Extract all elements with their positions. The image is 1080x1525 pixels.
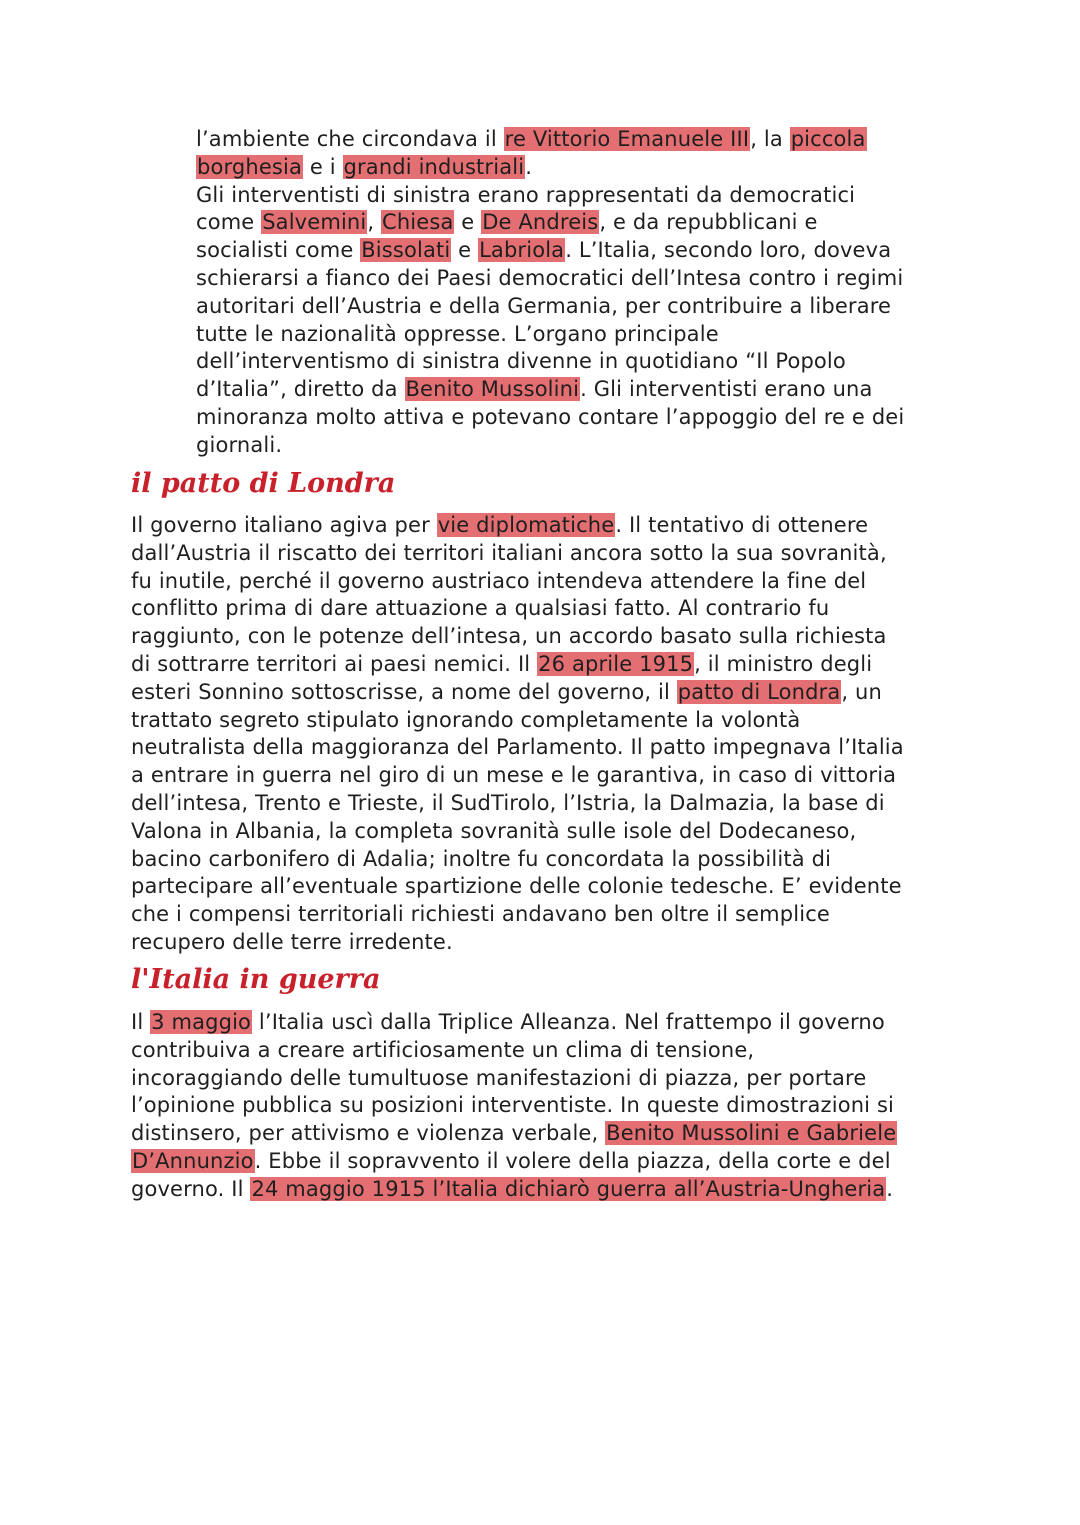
text-segment: Il governo italiano agiva per (131, 513, 437, 537)
text-segment: Gli interventisti di sinistra erano rappresentati da democratici (196, 182, 856, 207)
text-line (196, 209, 966, 237)
text-line (196, 348, 966, 376)
text-segment: l’Italia uscì dalla Triplice Alleanza. Nel frattempo il governo (252, 1010, 885, 1034)
text-segment: recupero delle terre irredente. (131, 929, 453, 954)
text-segment: come (196, 210, 262, 235)
text-line (131, 1092, 961, 1120)
text-segment: autoritari dell’Austria e della Germania, per contribuire a liberare (196, 293, 892, 318)
heading-italia-in-guerra: l'Italia in guerra (131, 964, 381, 995)
text-line (131, 1120, 961, 1148)
highlighted-text: piccola (790, 127, 866, 151)
text-line (196, 182, 966, 210)
text-segment: d’Italia”, diretto da (196, 377, 405, 402)
text-segment: contribuiva a creare artificiosamente un clima di tensione, (131, 1037, 755, 1062)
text-line (131, 707, 961, 735)
text-segment: . L’Italia, secondo loro, doveva (565, 238, 892, 263)
text-line (131, 651, 961, 679)
paragraph-patto-di-londra (131, 512, 961, 957)
highlighted-text: D’Annunzio (132, 1148, 254, 1173)
text-segment: l’ambiente che circondava il (196, 127, 504, 151)
text-segment: . Il tentativo di ottenere (615, 513, 869, 537)
text-segment: schierarsi a fianco dei Paesi democratici dell’Intesa contro i regimi (196, 265, 904, 290)
heading-patto-di-londra: il patto di Londra (131, 468, 396, 499)
text-line (131, 818, 961, 846)
highlighted-text: 24 maggio 1915 l’Italia dichiarò guerra all’Austria-Ungheria (251, 1176, 886, 1201)
text-segment: , e da repubblicani e (599, 210, 818, 235)
text-line (131, 623, 961, 651)
text-segment: e (454, 210, 482, 235)
text-segment: . Ebbe il sopravvento il volere della piazza, della corte e del (254, 1148, 891, 1173)
text-segment: giornali. (196, 432, 283, 457)
highlighted-text: 3 maggio (151, 1010, 252, 1034)
text-segment: . (886, 1176, 894, 1201)
paragraph-interventisti (196, 126, 966, 460)
text-line (131, 540, 961, 568)
highlighted-text: Chiesa (382, 210, 454, 235)
text-line (196, 154, 966, 182)
text-segment: . Gli interventisti erano una (580, 377, 873, 402)
text-line (131, 512, 961, 540)
text-segment: , (367, 210, 382, 235)
text-segment: fu inutile, perché il governo austriaco intendeva attendere la fine del (131, 568, 867, 593)
text-segment: e i (303, 154, 343, 179)
text-line (131, 1065, 961, 1093)
text-segment: , la (750, 127, 790, 151)
highlighted-text: borghesia (197, 154, 302, 179)
highlighted-text: Salvemini (262, 210, 367, 235)
text-line (131, 901, 961, 929)
text-line (196, 432, 966, 460)
text-segment: socialisti come (196, 238, 361, 263)
text-segment: che i compensi territoriali richiesti andavano ben oltre il semplice (131, 902, 830, 927)
text-line (131, 790, 961, 818)
highlighted-text: patto di Londra (677, 679, 841, 704)
text-segment: dell’intesa, Trento e Trieste, il SudTirolo, l’Istria, la Dalmazia, la base di (131, 790, 885, 815)
text-line (131, 1176, 961, 1204)
highlighted-text: Labriola (479, 238, 565, 263)
highlighted-text: Benito Mussolini e Gabriele (606, 1121, 897, 1146)
text-segment: trattato segreto stipulato ignorando completamente la volontà (131, 707, 801, 732)
text-segment: bacino carbonifero di Adalia; inoltre fu concordata la possibilità di (131, 846, 832, 871)
text-segment: Il (131, 1010, 151, 1034)
text-line (196, 126, 966, 154)
text-segment: di sottrarre territori ai paesi nemici. Il (131, 651, 538, 676)
text-segment: distinsero, per attivismo e violenza verbale, (131, 1121, 606, 1146)
text-segment: esteri Sonnino sottoscrisse, a nome del governo, il (131, 679, 677, 704)
text-line (131, 1009, 961, 1037)
text-segment: minoranza molto attiva e potevano contare l’appoggio del re e dei (196, 404, 905, 429)
highlighted-text: grandi industriali (343, 154, 525, 179)
text-line (131, 1148, 961, 1176)
text-line (196, 265, 966, 293)
text-segment: governo. Il (131, 1176, 251, 1201)
text-segment: , il ministro degli (694, 651, 873, 676)
text-segment: , un (841, 679, 882, 704)
text-segment: raggiunto, con le potenze dell’intesa, un accordo basato sulla richiesta (131, 624, 887, 649)
highlighted-text: vie diplomatiche (437, 513, 615, 537)
text-segment: conflitto prima di dare attuazione a qualsiasi fatto. Al contrario fu (131, 596, 830, 621)
highlighted-text: re Vittorio Emanuele III (504, 127, 750, 151)
text-segment: l’opinione pubblica su posizioni interventiste. In queste dimostrazioni si (131, 1093, 895, 1118)
text-line (196, 404, 966, 432)
text-segment: incoraggiando delle tumultuose manifestazioni di piazza, per portare (131, 1065, 867, 1090)
text-segment: partecipare all’eventuale spartizione delle colonie tedesche. E’ evidente (131, 874, 902, 899)
text-line (131, 679, 961, 707)
text-segment: a entrare in guerra nel giro di un mese e le garantiva, in caso di vittoria (131, 763, 897, 788)
text-segment: . (525, 154, 533, 179)
text-line (131, 734, 961, 762)
text-line (131, 846, 961, 874)
text-line (131, 595, 961, 623)
text-line (131, 873, 961, 901)
paragraph-italia-in-guerra (131, 1009, 961, 1204)
text-segment: e (451, 238, 479, 263)
text-line (196, 293, 966, 321)
highlighted-text: Benito Mussolini (405, 377, 580, 402)
text-line (131, 929, 961, 957)
text-line (131, 1037, 961, 1065)
highlighted-text: 26 aprile 1915 (538, 651, 694, 676)
text-line (131, 568, 961, 596)
text-segment: dall’Austria il riscatto dei territori italiani ancora sotto la sua sovranità, (131, 540, 887, 565)
text-segment: neutralista della maggioranza del Parlamento. Il patto impegnava l’Italia (131, 735, 904, 760)
text-segment: Valona in Albania, la completa sovranità sulle isole del Dodecaneso, (131, 818, 857, 843)
text-segment: tutte le nazionalità oppresse. L’organo principale (196, 321, 719, 346)
highlighted-text: Bissolati (361, 238, 451, 263)
text-line (196, 321, 966, 349)
text-line (196, 376, 966, 404)
text-line (131, 762, 961, 790)
text-line (196, 237, 966, 265)
highlighted-text: De Andreis (482, 210, 599, 235)
text-segment: dell’interventismo di sinistra divenne in quotidiano “Il Popolo (196, 349, 846, 374)
